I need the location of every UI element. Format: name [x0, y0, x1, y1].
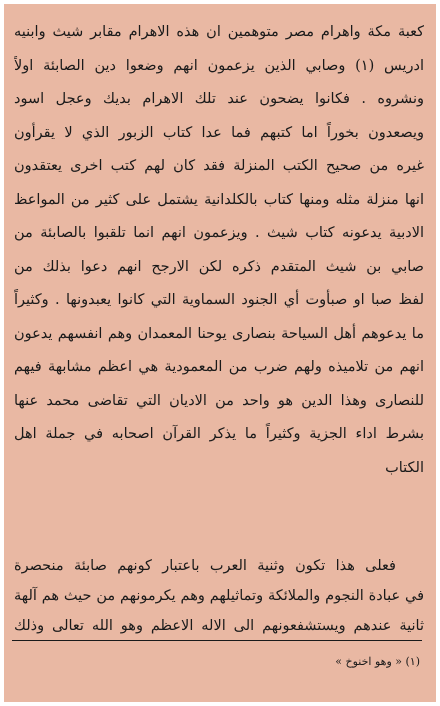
- text-line: للنصارى وهذا الدين هو واحد من الاديان التي تقاضى محمد عنها: [14, 392, 424, 409]
- footnote-divider: [12, 640, 422, 641]
- footnote: (١) « وهو اخنوخ »: [335, 655, 420, 668]
- text-line: فعلى هذا تكون وثنية العرب باعتبار كونهم صابئة منحصرة: [14, 558, 396, 574]
- text-line: ثانية عندهم ويستشفعونهم الى الاله الاعظم وهو الله تعالى وذلك: [14, 618, 424, 634]
- text-line: كعبة مكة واهرام مصر متوهمين ان هذه الاهرام مقابر شيث وابنيه: [14, 24, 424, 40]
- paragraph-1: [14, 16, 424, 485]
- text-line: انها منزلة مثله ومنها كتاب بالكلدانية يشتمل على كثير من المواعظ: [14, 191, 424, 208]
- text-line: في عبادة النجوم والملائكة وتماثيلهم وهم يكرمونهم من حيث هم آلهة: [14, 588, 424, 604]
- text-line: ما يدعوهم أهل السياحة بنصارى يوحنا المعمدان وهم انفسهم يدعون: [14, 325, 424, 342]
- text-line: لفظ صبا او صبأوت أي الجنود السماوية التي كانوا يعبدونها . وكثيراً: [14, 292, 424, 308]
- text-line: انهم من تلاميذه ولهم ضرب من المعمودية هي اعظم مشابهة فيهم: [14, 359, 424, 375]
- text-line: الكتاب: [385, 459, 424, 476]
- text-line: الادبية يدعونه كتاب شيث . ويزعمون انهم انما تلقبوا بالصابئة من: [14, 225, 424, 241]
- paragraph-2: [14, 551, 424, 641]
- text-line: غيره من صحيح الكتب المنزلة فقد كان لهم كتب اخرى يعتقدون: [14, 158, 424, 174]
- text-line: ويصعدون بخوراً اما كتبهم فما عدا كتاب الزبور الذي لا يقرأون: [14, 124, 424, 141]
- text-line: بشرط اداء الجزية وكثيراً ما يذكر القرآن اصحابه في جملة اهل: [14, 426, 424, 442]
- text-line: ونشروه . فكانوا يضحون عند تلك الاهرام بديك وعجل اسود: [14, 91, 424, 107]
- book-page: [4, 4, 436, 702]
- text-line: صابي بن شيث المتقدم ذكره لكن الارجح انهم دعوا بذلك من: [14, 258, 424, 275]
- text-line: ادريس (١) وصابي الذين يزعمون انهم وضعوا دين الصابئة اولاً: [14, 57, 424, 74]
